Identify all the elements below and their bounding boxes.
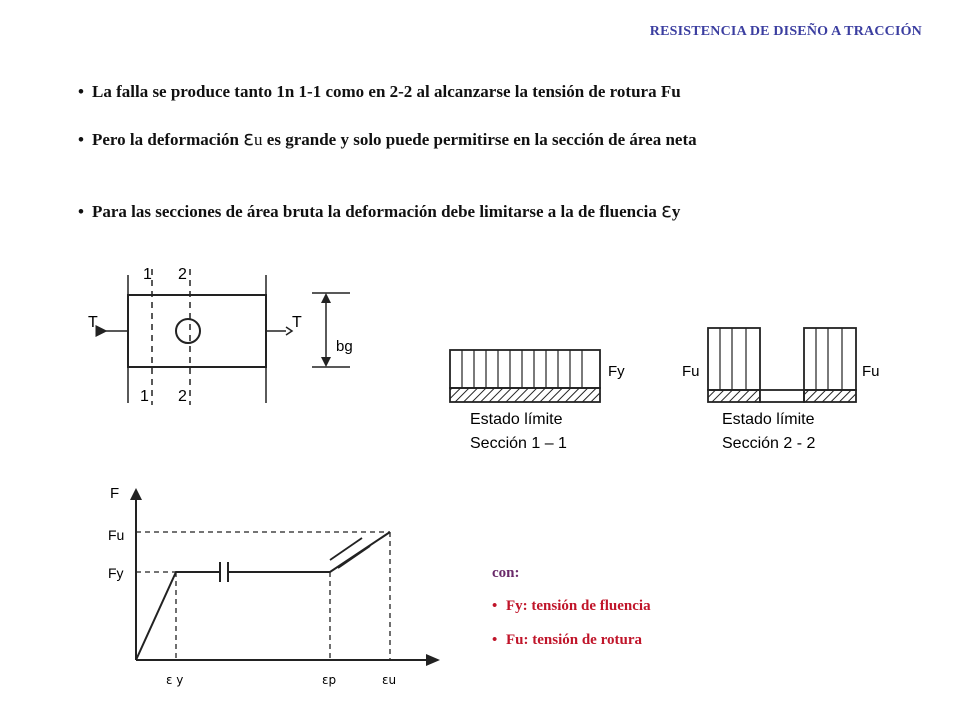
section-label-2-bottom: 2: [178, 388, 187, 405]
bullet-text: La falla se produce tanto 1n 1-1 como en 2-2 al alcanzarse la tensión de rotura Fu: [92, 82, 681, 101]
bullet-marker: •: [78, 82, 84, 101]
epsilon-symbol: ε: [243, 126, 255, 150]
section-hatch: [450, 388, 600, 402]
bullet-text-pre: Para las secciones de área bruta la deformación debe limitarse a la de fluencia: [92, 202, 662, 221]
bullet-marker: •: [78, 130, 84, 149]
bullet-text-pre: Pero la deformación: [92, 130, 244, 149]
epsilon-subscript: y: [671, 202, 681, 221]
bullet-1: [78, 80, 880, 104]
stress-diagram-section-2: [670, 316, 900, 460]
legend-marker: •: [492, 598, 498, 614]
plate-diagram: [80, 255, 370, 455]
legend-item-fy: [492, 598, 651, 615]
section-label-1-bottom: 1: [140, 388, 149, 405]
page-title: RESISTENCIA DE DISEÑO A TRACCIÓN: [649, 24, 922, 39]
bullet-marker: •: [78, 202, 84, 221]
legend-intro: con:: [492, 565, 520, 581]
legend-text: Fu: tensión de rotura: [506, 632, 642, 648]
tick-fu: Fu: [108, 527, 125, 543]
force-strain-curve: [90, 480, 450, 695]
width-label: bg: [336, 338, 353, 355]
tick-epsilon-p: εp: [322, 673, 337, 687]
tick-epsilon-y: ε y: [166, 673, 184, 687]
stress-label-fu-left: Fu: [682, 363, 700, 380]
legend-text: Fy: tensión de fluencia: [506, 598, 651, 614]
epsilon-symbol: ε: [661, 198, 672, 222]
force-right-label: T: [292, 314, 302, 331]
stress-diagram-section-1: [440, 340, 650, 460]
section-label-2-top: 2: [178, 266, 187, 283]
y-axis-label: F: [110, 485, 120, 502]
epsilon-subscript: u: [254, 130, 263, 149]
caption-estado-limite: Estado límite: [470, 411, 563, 428]
bullet-text-post: es grande y solo puede permitirse en la sección de área neta: [262, 130, 697, 149]
stress-label-fy: Fy: [608, 363, 625, 380]
bullet-3: [78, 198, 880, 224]
section-label-1-top: 1: [143, 266, 152, 283]
bullet-2: [78, 126, 880, 152]
tick-fy: Fy: [108, 565, 124, 581]
stress-label-fu-right: Fu: [862, 363, 880, 380]
caption-seccion: Sección 1 – 1: [470, 435, 567, 452]
tick-epsilon-u: εu: [382, 673, 397, 687]
legend-item-fu: [492, 632, 642, 649]
plate-body: [128, 295, 266, 367]
curve-line: [136, 572, 220, 660]
bolt-hole: [176, 319, 200, 343]
legend-marker: •: [492, 632, 498, 648]
caption-seccion: Sección 2 - 2: [722, 435, 816, 452]
force-left-label: T: [88, 314, 98, 331]
caption-estado-limite: Estado límite: [722, 411, 815, 428]
